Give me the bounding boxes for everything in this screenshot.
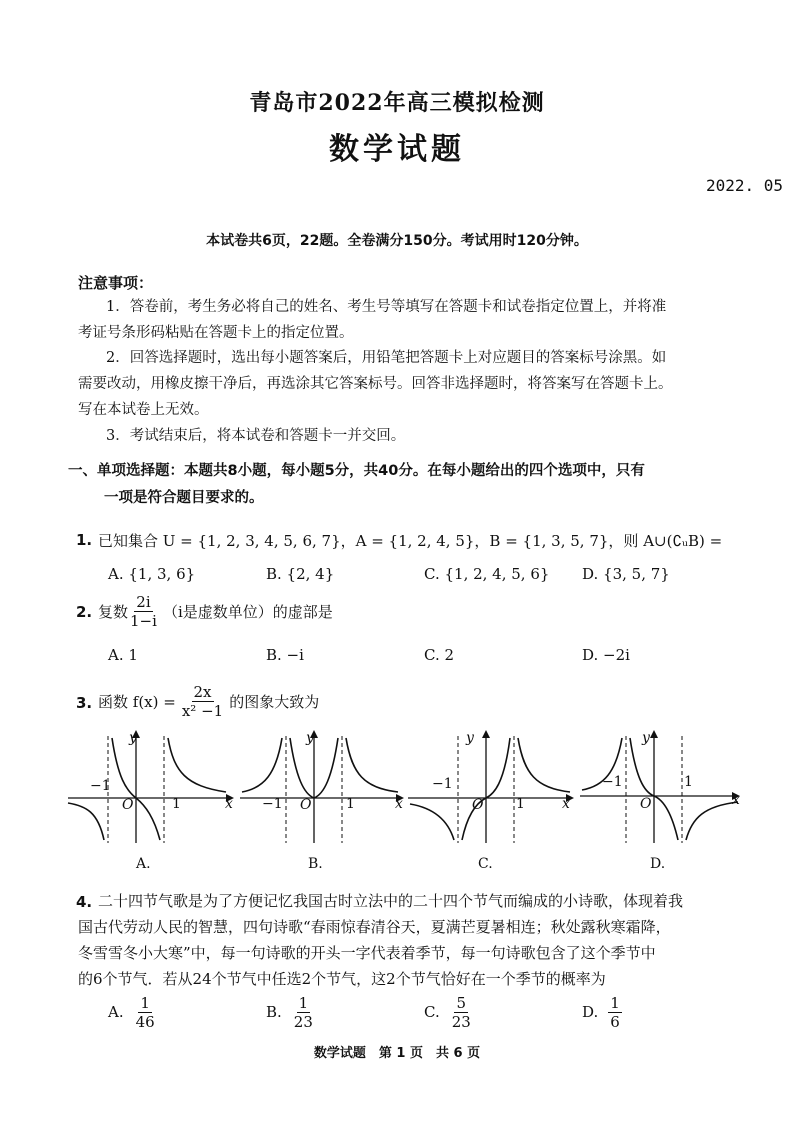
q4-option-b-numerator: 1 <box>298 993 309 1012</box>
section-1-line-1: 一、单项选择题：本题共8小题，每小题5分，共40分。在每小题给出的四个选项中，只有 <box>68 463 645 479</box>
q3-numerator: 2x <box>193 682 212 701</box>
exam-title: 青岛市2022年高三模拟检测 <box>249 90 545 116</box>
q4-line-1: 二十四节气歌是为了方便记忆我国古时立法中的二十四个节气而编成的小诗歌，体现着我 <box>98 892 684 910</box>
q4-option-d-label: D. <box>582 1003 599 1021</box>
q4-option-a-numerator: 1 <box>140 993 150 1012</box>
q3-pre: 函数 f(x) = <box>98 692 176 711</box>
exam-date: 2022. 05 <box>706 176 784 195</box>
exam-subtitle: 数学试题 <box>329 132 465 167</box>
note-2-line-2: 需要改动，用橡皮擦干净后，再选涂其它答案标号。回答非选择题时，将答案写在答题卡上。 <box>78 376 673 392</box>
q4-option-d-denominator: 6 <box>610 1012 620 1031</box>
graph-a-x-label: x <box>225 796 233 812</box>
graph-b-label: B. <box>308 856 323 872</box>
graph-d-label: D. <box>650 856 666 872</box>
q4-option-c-fraction <box>450 994 473 1031</box>
graph-c-origin: O <box>472 797 484 813</box>
graph-c-y-label: y <box>466 730 474 746</box>
notes-heading: 注意事项： <box>78 274 154 292</box>
q2-option-d: D. −2i <box>582 646 630 664</box>
graph-d-pos1: 1 <box>684 774 693 790</box>
q3-number: 3. <box>76 694 93 712</box>
graph-b-x-label: x <box>395 796 403 812</box>
q4-line-4: 的6个节气．若从24个节气中任选2个节气，这2个节气恰好在一个季节的概率为 <box>78 970 606 988</box>
q4-option-d-fraction <box>608 994 622 1031</box>
graph-b-neg1: −1 <box>262 796 283 812</box>
graph-b-pos1: 1 <box>346 796 355 812</box>
graph-c-pos1: 1 <box>516 796 525 812</box>
q4-option-b-label: B. <box>266 1003 282 1021</box>
q4-option-b <box>266 990 315 1034</box>
q4-option-a-fraction <box>134 994 157 1031</box>
graph-c-neg1: −1 <box>432 776 453 792</box>
q2-stem <box>98 588 333 634</box>
page-footer: 数学试题 第 1 页 共 6 页 <box>313 1046 481 1061</box>
graph-d-neg1: −1 <box>602 774 623 790</box>
q4-option-b-denominator: 23 <box>293 1012 313 1031</box>
q4-line-2: 国古代劳动人民的智慧，四句诗歌“春雨惊春清谷天，夏满芒夏暑相连；秋处露秋寒霜降， <box>78 918 671 936</box>
q4-option-c-numerator: 5 <box>456 993 467 1012</box>
q2-option-b: B. −i <box>266 646 304 664</box>
q4-option-a <box>108 990 157 1034</box>
note-2-line-1: 2．回答选择题时，选出每小题答案后，用铅笔把答题卡上对应题目的答案标号涂黑。如 <box>106 350 667 366</box>
q2-denominator: 1−i <box>130 611 157 630</box>
q4-option-a-label: A. <box>108 1003 124 1021</box>
q3-stem <box>98 678 319 724</box>
q2-fraction <box>128 593 159 630</box>
q2-number: 2. <box>76 603 93 621</box>
q2-pre: 复数 <box>98 602 129 621</box>
q4-number: 4. <box>76 893 93 911</box>
note-1-line-2: 考证号条形码粘贴在答题卡上的指定位置。 <box>78 325 354 341</box>
graph-d-origin: O <box>640 796 652 812</box>
graph-c-label: C. <box>478 856 493 872</box>
q2-option-a: A. 1 <box>108 646 138 664</box>
q3-fraction <box>180 683 225 720</box>
q4-option-c-denominator: 23 <box>451 1012 471 1031</box>
q4-option-a-denominator: 46 <box>135 1012 155 1031</box>
q4-line-3: 冬雪雪冬小大寒”中，每一句诗歌的开头一字代表着季节，每一句诗歌包含了这个季节中 <box>78 944 656 962</box>
graph-b-y-label: y <box>306 730 314 746</box>
q4-option-d-numerator: 1 <box>610 993 620 1012</box>
q1-option-a: A. {1, 3, 6} <box>108 565 196 583</box>
q4-option-c-label: C. <box>424 1003 440 1021</box>
graph-b-origin: O <box>300 797 312 813</box>
q3-denominator: x² −1 <box>181 701 224 720</box>
exam-summary: 本试卷共6页，22题。全卷满分150分。考试用时120分钟。 <box>206 233 588 249</box>
q1-option-b: B. {2, 4} <box>266 565 335 583</box>
note-1-line-1: 1．答卷前，考生务必将自己的姓名、考生号等填写在答题卡和试卷指定位置上，并将准 <box>106 299 667 315</box>
q1-option-d: D. {3, 5, 7} <box>582 565 670 583</box>
q2-option-c: C. 2 <box>424 646 455 664</box>
q4-option-c <box>424 990 473 1034</box>
q2-numerator: 2i <box>136 592 151 611</box>
note-2-line-3: 写在本试卷上无效。 <box>78 402 209 418</box>
graph-a-origin: O <box>122 797 134 813</box>
q2-post: （i是虚数单位）的虚部是 <box>162 602 333 621</box>
q1-option-c: C. {1, 2, 4, 5, 6} <box>424 565 550 583</box>
q3-post: 的图象大致为 <box>229 692 320 711</box>
graph-a-pos1: 1 <box>172 796 181 812</box>
graph-a-y-label: y <box>129 730 137 746</box>
section-1-line-2: 一项是符合题目要求的。 <box>104 490 264 506</box>
graph-d-y-label: y <box>642 730 650 746</box>
graph-b <box>238 728 406 846</box>
note-3: 3．考试结束后，将本试卷和答题卡一并交回。 <box>106 428 406 444</box>
q1-stem: 已知集合 U = {1, 2, 3, 4, 5, 6, 7}，A = {1, 2, 4, 5}，B = {1, 3, 5, 7}，则 A∪(∁ᵤB) = <box>98 532 723 550</box>
q4-option-b-fraction <box>292 994 315 1031</box>
graph-a-label: A. <box>136 856 151 872</box>
graph-d-x-label: x <box>732 792 740 808</box>
graph-a-neg1: −1 <box>90 778 111 794</box>
q1-number: 1. <box>76 531 93 549</box>
graph-c-x-label: x <box>562 796 570 812</box>
q4-option-d <box>582 990 622 1034</box>
